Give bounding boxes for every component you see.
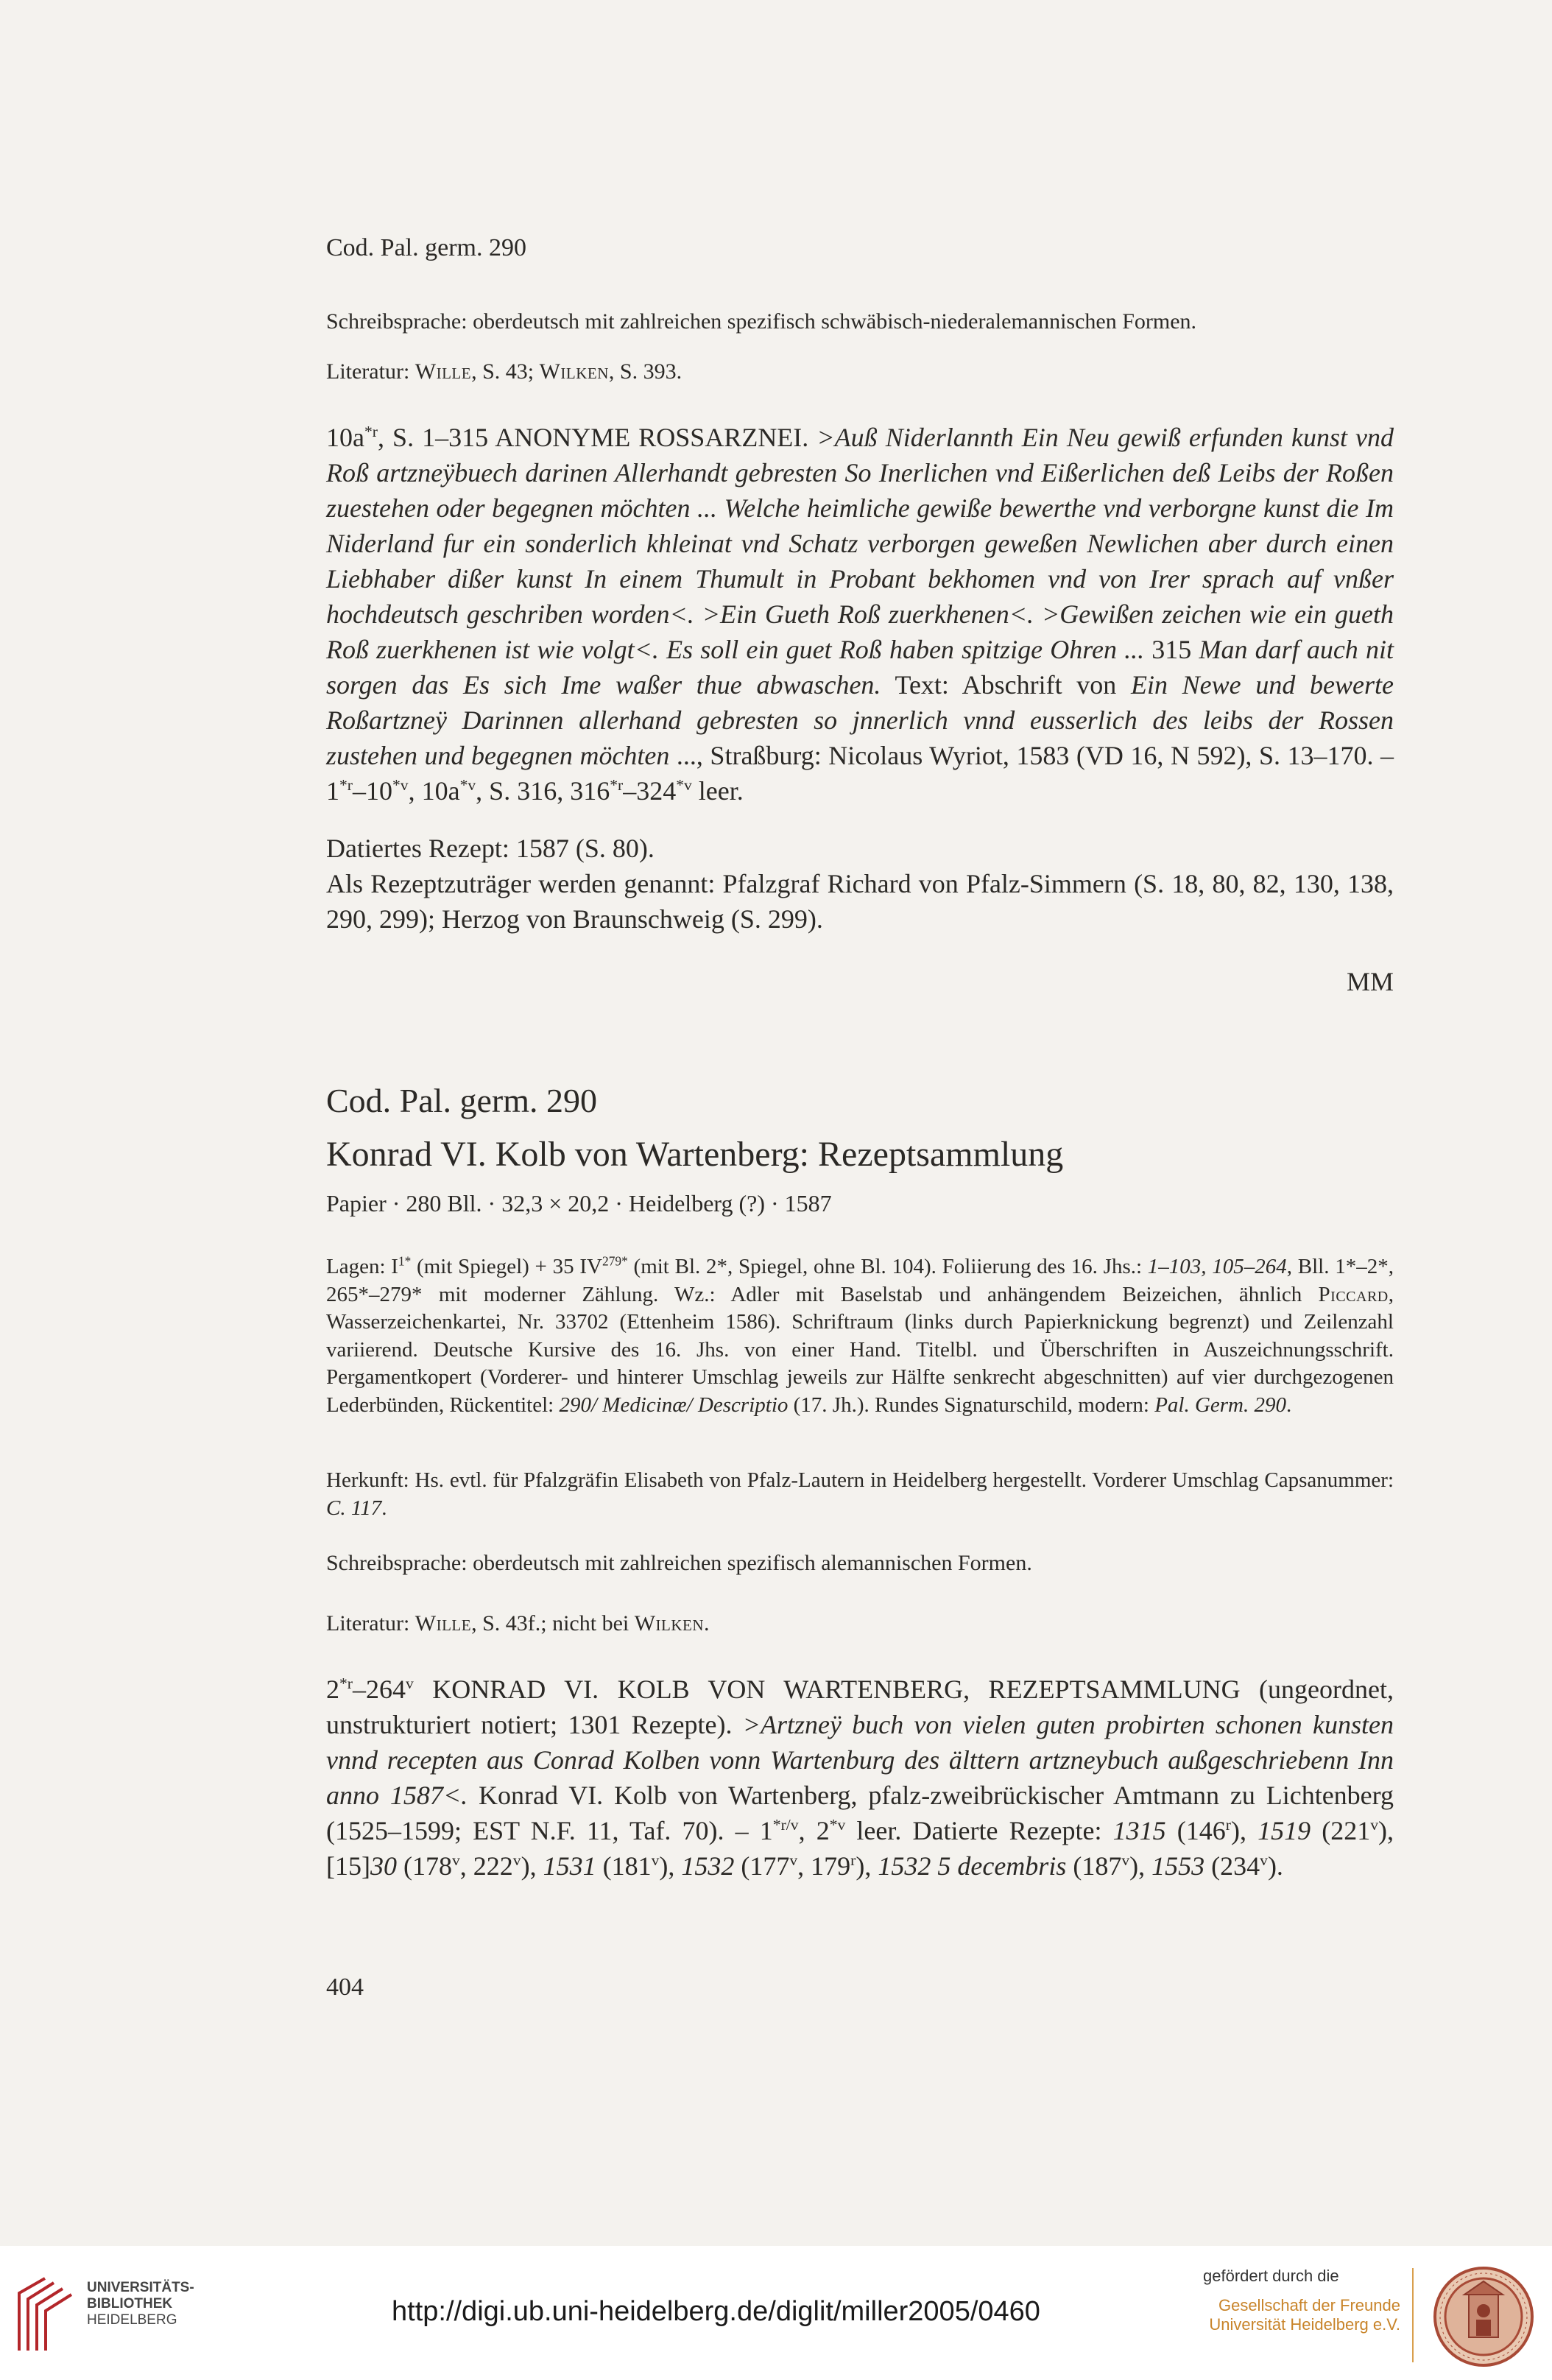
page-number: 404 (326, 1974, 364, 2001)
university-seal-icon (1432, 2265, 1535, 2368)
title-heading: Konrad VI. Kolb von Wartenberg: Rezeptsammlung (326, 1135, 1064, 1174)
sponsor-org-line2: Universität Heidelberg e.V. (1209, 2315, 1400, 2334)
digital-url-link[interactable]: http://digi.ub.uni-heidelberg.de/diglit/miller2005/0460 (392, 2296, 1040, 2327)
sponsor-divider (1412, 2268, 1414, 2362)
herkunft-paragraph: Herkunft: Hs. evtl. für Pfalzgräfin Elisabeth von Pfalz-Lautern in Heidelberg hergestellt. Vorderer Umschlag Capsanummer: C. 117. (326, 1468, 1394, 1520)
prev-datiertes-rezept: Datiertes Rezept: 1587 (S. 80). (326, 834, 655, 863)
sponsor-intro: gefördert durch die (1203, 2267, 1339, 2285)
prev-description-paragraph: $10a^{*r}$, S. 1–315 ANONYME ROSSARZNEI. >Auß Niderlannth Ein Neu gewiß erfunden kunst vnd Roß artzneÿbuech darinen Allerhandt gebresten So Inerlichen vnd Eißerlichen deß Leibs der Roßen zuestehen oder begegnen möchten ... Welche heimliche gewiße bewerthe vnd verborgne kunst die Im Niderland fur ein sonderlich khleinat vnd Schatz verborgen geweßen Newlichen aber durch einen Liebhaber dißer kunst In einem Thumult in Probant bekhomen vnd von Irer sprach auf vnßer hochdeutsch geschriben worden<. >Ein Gueth Roß zuerkhenen<. >Gewißen zeichen wie ein gueth Roß zuerkhenen ist wie volgt<. Es soll ein guet Roß haben spitzige Ohren ... 315 Man darf auch nit sorgen das Es sich Ime waßer thue abwaschen. Text: Abschrift von Ein Newe und bewerte Roßartzneÿ Darinnen allerhand gebresten so jnnerlich vnnd eusserlich des leibs der Rossen zustehen und begegnen möchten ..., Straßburg: Nicolaus Wyriot, 1583 (VD 16, N 592), S. 13–170. – 1$^{*r}$–10$^{*v}$, $10a^{*v}$, S. 316, 316$^{*r}$–324$^{*v}$ leer. (326, 423, 1394, 806)
library-name: UNIVERSITÄTS- BIBLIOTHEK HEIDELBERG (87, 2280, 194, 2328)
schreibsprache: Schreibsprache: oberdeutsch mit zahlreichen spezifisch alemannischen Formen. (326, 1551, 1032, 1575)
literatur: Literatur: Wille, S. 43f.; nicht bei Wilken. (326, 1611, 710, 1636)
library-logo-icon (13, 2277, 80, 2358)
sponsor-org-line1: Gesellschaft der Freunde (1218, 2296, 1400, 2314)
content-paragraph: 2$^{*r}$–264$^v$ KONRAD VI. KOLB VON WARTENBERG, REZEPTSAMMLUNG (ungeordnet, unstrukturiert notiert; 1301 Rezepte). >Artzneÿ buch von vielen guten probirten schonen kunsten vnnd recepten aus Conrad Kolben vonn Wartenburg des älttern artzneybuch außgeschriebenn Inn anno 1587<. Konrad VI. Kolb von Wartenberg, pfalz-zweibrückischer Amtmann zu Lichtenberg (1525–1599; EST N.F. 11, Taf. 70). – $1^{*r/v}$, 2$^{*v}$ leer. Datierte Rezepte: 1315 (146$^r$), 1519 (221$^v$), [15]30 (178$^v$, 222$^v$), 1531 (181$^v$), 1532 (177$^v$, 179$^r$), 1532 5 decembris (187$^v$), 1553 (234$^v$). (326, 1675, 1394, 1881)
prev-literatur: Literatur: Wille, S. 43; Wilken, S. 393. (326, 359, 682, 384)
physical-description: Papier · 280 Bll. · 32,3 × 20,2 · Heidelberg (?) · 1587 (326, 1190, 832, 1217)
prev-schreibsprache: Schreibsprache: oberdeutsch mit zahlreichen spezifisch schwäbisch-niederalemannischen Formen. (326, 309, 1197, 334)
cod-heading: Cod. Pal. germ. 290 (326, 1082, 597, 1119)
sponsor-block (1202, 2267, 1400, 2334)
prev-rezeptzutraeger: Als Rezeptzuträger werden genannt: Pfalzgraf Richard von Pfalz-Simmern (S. 18, 80, 82, 130, 138, 290, 299); Herzog von Braunschweig (S. 299). (326, 869, 1394, 934)
author-initials: MM (1346, 967, 1394, 996)
lagen-paragraph: Lagen: $I^{1*}$ (mit Spiegel) + 35 $IV^{279*}$ (mit Bl. 2*, Spiegel, ohne Bl. 104). Foliierung des 16. Jhs.: 1–103, 105–264, Bll. 1*–2*, 265*–279* mit moderner Zählung. Wz.: Adler mit Baselstab und anhängendem Beizeichen, ähnlich Piccard, Wasserzeichenkartei, Nr. 33702 (Ettenheim 1586). Schriftraum (links durch Papierknickung begrenzt) und Zeilenzahl variierend. Deutsche Kursive des 16. Jhs. von einer Hand. Titelbl. und Überschriften in Auszeichnungsschrift. Pergamentkopert (Vorderer- und hinterer Umschlag jeweils zur Hälfte senkrecht abgeschnitten) auf vier durchgezogenen Lederbünden, Rückentitel: 290/ Medicinæ/ Descriptio (17. Jh.). Rundes Signaturschild, modern: Pal. Germ. 290. (326, 1253, 1394, 1417)
running-head: Cod. Pal. germ. 290 (326, 234, 526, 261)
